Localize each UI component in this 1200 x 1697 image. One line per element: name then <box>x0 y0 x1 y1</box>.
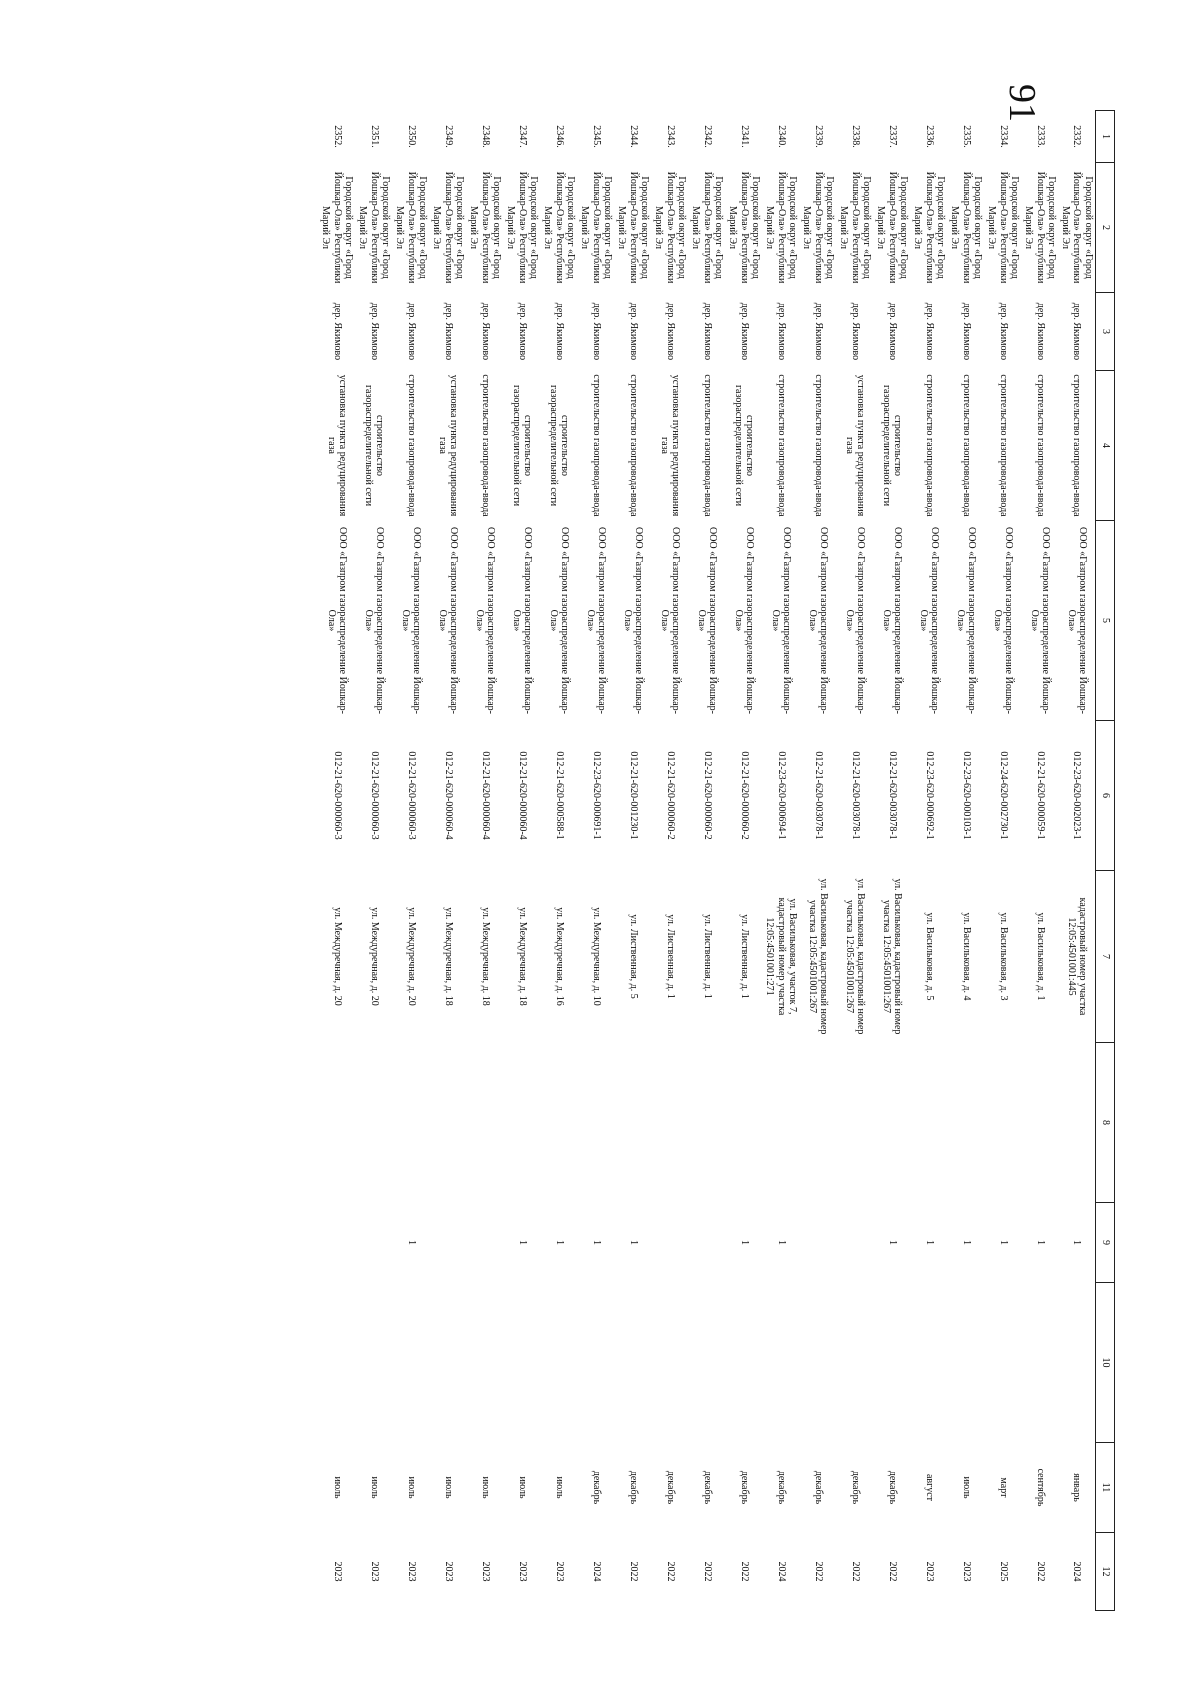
settlement-cell: дер. Якимово <box>812 302 824 361</box>
row-number: 2346. <box>553 125 565 148</box>
column-header: 10 <box>1096 1283 1115 1443</box>
table-row <box>652 111 689 1611</box>
col10-cell <box>911 1283 948 1443</box>
settlement-cell: дер. Якимово <box>997 302 1009 361</box>
organization-cell: ООО «Газпром газораспределение Йошкар-Ола» <box>474 526 497 715</box>
organization-cell: ООО «Газпром газораспределение Йошкар-Ола» <box>585 526 608 715</box>
work-type-cell: строительство газопровода-ввода <box>627 374 639 517</box>
municipality-cell: Городской округ «Город Йошкар-Ола» Республики Марий Эл <box>949 171 984 284</box>
month-cell: декабрь <box>738 1470 750 1505</box>
col8-cell <box>1022 1043 1059 1203</box>
row-number: 2345. <box>590 125 602 148</box>
row-number: 2347. <box>516 125 528 148</box>
address-cell: ул. Васильковая, д. 5 <box>923 912 935 1001</box>
municipality-cell: Городской округ «Город Йошкар-Ола» Республики Марий Эл <box>912 171 947 284</box>
month-cell: июль <box>960 1476 972 1499</box>
organization-cell: ООО «Газпром газораспределение Йошкар-Ола» <box>400 526 423 715</box>
address-cell: ул. Васильковая, д. 1 <box>1034 912 1046 1001</box>
col10-cell <box>1059 1283 1096 1443</box>
col8-cell <box>1059 1043 1096 1203</box>
municipality-cell: Городской округ «Город Йошкар-Ола» Республики Марий Эл <box>505 171 540 284</box>
object-code-cell: 012-23-620-000691-1 <box>590 751 602 840</box>
year-cell: 2024 <box>1071 1561 1083 1582</box>
column-header: 7 <box>1096 871 1115 1043</box>
work-type-cell: строительство газопровода-ввода <box>1071 374 1083 517</box>
row-number: 2339. <box>812 125 824 148</box>
settlement-cell: дер. Якимово <box>590 302 602 361</box>
row-number: 2335. <box>960 125 972 148</box>
address-cell: ул. Васильковая, участок 7, кадастровый номер участка 12:05:4501001:271 <box>764 897 799 1016</box>
settlement-cell: дер. Якимово <box>775 302 787 361</box>
col8-cell <box>467 1043 504 1203</box>
col9-count-cell <box>356 1203 393 1283</box>
object-code-cell: 012-23-620-002023-1 <box>1071 751 1083 840</box>
column-header: 9 <box>1096 1203 1115 1283</box>
work-type-cell: строительство газопровода-ввода <box>1034 374 1046 517</box>
row-number: 2340. <box>775 125 787 148</box>
municipality-cell: Городской округ «Город Йошкар-Ола» Республики Марий Эл <box>653 171 688 284</box>
month-cell: июль <box>368 1476 380 1499</box>
object-code-cell: 012-21-620-000060-2 <box>738 751 750 840</box>
col8-cell <box>356 1043 393 1203</box>
month-cell: июль <box>516 1476 528 1499</box>
month-cell: август <box>923 1473 935 1502</box>
col10-cell <box>467 1283 504 1443</box>
month-cell: январь <box>1071 1473 1083 1502</box>
table-row <box>911 111 948 1611</box>
address-cell: ул. Лиственная, д. 1 <box>664 914 676 999</box>
table-row <box>541 111 578 1611</box>
municipality-cell: Городской округ «Город Йошкар-Ола» Республики Марий Эл <box>838 171 873 284</box>
organization-cell: ООО «Газпром газораспределение Йошкар-Ола» <box>770 526 793 715</box>
month-cell: декабрь <box>812 1470 824 1505</box>
col8-cell <box>504 1043 541 1203</box>
municipality-cell: Городской округ «Город Йошкар-Ола» Республики Марий Эл <box>394 171 429 284</box>
month-cell: июль <box>405 1476 417 1499</box>
address-cell: ул. Васильковая, д. 4 <box>960 912 972 1001</box>
work-type-cell: строительство газопровода-ввода <box>997 374 1009 517</box>
municipality-cell: Городской округ «Город Йошкар-Ола» Республики Марий Эл <box>1060 171 1094 284</box>
organization-cell: ООО «Газпром газораспределение Йошкар-Ола» <box>918 526 941 715</box>
col10-cell <box>726 1283 763 1443</box>
column-header: 4 <box>1096 371 1115 521</box>
municipality-cell: Городской округ «Город Йошкар-Ола» Республики Марий Эл <box>986 171 1021 284</box>
settlement-cell: дер. Якимово <box>442 302 454 361</box>
row-number: 2333. <box>1034 125 1046 148</box>
settlement-cell: дер. Якимово <box>886 302 898 361</box>
object-code-cell: 012-21-620-000060-4 <box>516 751 528 840</box>
year-cell: 2025 <box>997 1561 1009 1582</box>
year-cell: 2022 <box>886 1561 898 1582</box>
col10-cell <box>430 1283 467 1443</box>
year-cell: 2022 <box>627 1561 639 1582</box>
col8-cell <box>874 1043 911 1203</box>
year-cell: 2023 <box>405 1561 417 1582</box>
col9-count-cell: 1 <box>775 1240 787 1245</box>
col8-cell <box>726 1043 763 1203</box>
address-cell: ул. Междуречная, д. 20 <box>368 907 380 1006</box>
col8-cell <box>689 1043 726 1203</box>
organization-cell: ООО «Газпром газораспределение Йошкар-Ола» <box>1029 526 1052 715</box>
month-cell: декабрь <box>664 1470 676 1505</box>
year-cell: 2023 <box>442 1561 454 1582</box>
address-cell: ул. Междуречная, д. 20 <box>405 907 417 1006</box>
settlement-cell: дер. Якимово <box>701 302 713 361</box>
month-cell: декабрь <box>849 1470 861 1505</box>
month-cell: декабрь <box>775 1470 787 1505</box>
month-cell: декабрь <box>886 1470 898 1505</box>
organization-cell: ООО «Газпром газораспределение Йошкар-Ола» <box>363 526 386 715</box>
municipality-cell: Городской округ «Город Йошкар-Ола» Республики Марий Эл <box>468 171 503 284</box>
work-type-cell: установка пункта редуцирования газа <box>326 374 349 517</box>
object-code-cell: 012-21-620-003078-1 <box>849 751 861 840</box>
settlement-cell: дер. Якимово <box>331 302 343 361</box>
settlement-cell: дер. Якимово <box>849 302 861 361</box>
table-row <box>948 111 985 1611</box>
settlement-cell: дер. Якимово <box>479 302 491 361</box>
col8-cell <box>911 1043 948 1203</box>
col10-cell <box>689 1283 726 1443</box>
row-number: 2352. <box>331 125 343 148</box>
organization-cell: ООО «Газпром газораспределение Йошкар-Ола» <box>1065 526 1089 715</box>
register-table <box>319 110 1116 1611</box>
row-number: 2349. <box>442 125 454 148</box>
organization-cell: ООО «Газпром газораспределение Йошкар-Ола» <box>807 526 830 715</box>
col9-count-cell <box>319 1203 356 1283</box>
work-type-cell: строительство газопровода-ввода <box>812 374 824 517</box>
row-number: 2343. <box>664 125 676 148</box>
municipality-cell: Городской округ «Город Йошкар-Ола» Республики Марий Эл <box>801 171 836 284</box>
table-row <box>393 111 430 1611</box>
col8-cell <box>615 1043 652 1203</box>
work-type-cell: строительство газораспределительной сети <box>363 384 386 507</box>
col10-cell <box>393 1283 430 1443</box>
organization-cell: ООО «Газпром газораспределение Йошкар-Ола» <box>733 526 756 715</box>
col8-cell <box>800 1043 837 1203</box>
col8-cell <box>430 1043 467 1203</box>
col9-count-cell <box>467 1203 504 1283</box>
col9-count-cell: 1 <box>516 1240 528 1245</box>
table-header <box>1096 111 1115 1611</box>
address-cell: ул. Васильковая, кадастровый номер участка 12:05:4501001:267 <box>844 878 867 1035</box>
row-number: 2351. <box>368 125 380 148</box>
column-header: 11 <box>1096 1443 1115 1533</box>
municipality-cell: Городской округ «Город Йошкар-Ола» Республики Марий Эл <box>727 171 762 284</box>
organization-cell: ООО «Газпром газораспределение Йошкар-Ола» <box>659 526 682 715</box>
work-type-cell: строительство газопровода-ввода <box>479 374 491 517</box>
organization-cell: ООО «Газпром газораспределение Йошкар-Ола» <box>511 526 534 715</box>
municipality-cell: Городской округ «Город Йошкар-Ола» Республики Марий Эл <box>542 171 577 284</box>
object-code-cell: 012-21-620-003078-1 <box>812 751 824 840</box>
organization-cell: ООО «Газпром газораспределение Йошкар-Ола» <box>437 526 460 715</box>
settlement-cell: дер. Якимово <box>627 302 639 361</box>
address-cell: ул. Междуречная, д. 18 <box>516 907 528 1006</box>
col8-cell <box>948 1043 985 1203</box>
rotated-table-wrapper <box>210 110 1115 1610</box>
year-cell: 2022 <box>738 1561 750 1582</box>
table-body <box>319 111 1096 1611</box>
object-code-cell: 012-21-620-000059-1 <box>1034 751 1046 840</box>
address-cell: ул. Лиственная, д. 1 <box>738 914 750 999</box>
row-number: 2350. <box>405 125 417 148</box>
year-cell: 2023 <box>516 1561 528 1582</box>
municipality-cell: Городской округ «Город Йошкар-Ола» Республики Марий Эл <box>357 171 392 284</box>
col10-cell <box>356 1283 393 1443</box>
year-cell: 2022 <box>849 1561 861 1582</box>
municipality-cell: Городской округ «Город Йошкар-Ола» Республики Марий Эл <box>431 171 466 284</box>
object-code-cell: 012-21-620-000060-3 <box>405 751 417 840</box>
settlement-cell: дер. Якимово <box>664 302 676 361</box>
col10-cell <box>615 1283 652 1443</box>
settlement-cell: дер. Якимово <box>368 302 380 361</box>
page-number: 91 <box>1001 84 1043 122</box>
object-code-cell: 012-21-620-000060-3 <box>368 751 380 840</box>
month-cell: декабрь <box>590 1470 602 1505</box>
object-code-cell: 012-23-620-000103-1 <box>960 751 972 840</box>
table-row <box>837 111 874 1611</box>
col10-cell <box>578 1283 615 1443</box>
organization-cell: ООО «Газпром газораспределение Йошкар-Ола» <box>881 526 904 715</box>
col9-count-cell <box>430 1203 467 1283</box>
address-cell: ул. Васильковая, кадастровый номер участка 12:05:4501001:267 <box>807 878 830 1035</box>
organization-cell: ООО «Газпром газораспределение Йошкар-Ола» <box>992 526 1015 715</box>
organization-cell: ООО «Газпром газораспределение Йошкар-Ола» <box>548 526 571 715</box>
settlement-cell: дер. Якимово <box>738 302 750 361</box>
month-cell: июль <box>331 1476 343 1499</box>
year-cell: 2022 <box>664 1561 676 1582</box>
col8-cell <box>393 1043 430 1203</box>
col8-cell <box>319 1043 356 1203</box>
col9-count-cell: 1 <box>738 1240 750 1245</box>
table-row <box>874 111 911 1611</box>
column-header: 1 <box>1096 111 1115 163</box>
col10-cell <box>948 1283 985 1443</box>
address-cell: ул. Междуречная, д. 16 <box>553 907 565 1006</box>
header-row <box>1096 111 1115 1611</box>
column-header: 12 <box>1096 1533 1115 1611</box>
work-type-cell: строительство газопровода-ввода <box>590 374 602 517</box>
table-row <box>615 111 652 1611</box>
table-row <box>430 111 467 1611</box>
municipality-cell: Городской округ «Город Йошкар-Ола» Республики Марий Эл <box>690 171 725 284</box>
work-type-cell: установка пункта редуцирования газа <box>437 374 460 517</box>
object-code-cell: 012-21-620-003078-1 <box>886 751 898 840</box>
work-type-cell: строительство газопровода-ввода <box>775 374 787 517</box>
object-code-cell: 012-23-620-000694-1 <box>775 751 787 840</box>
table-row <box>1059 111 1096 1611</box>
work-type-cell: строительство газораспределительной сети <box>881 384 904 507</box>
settlement-cell: дер. Якимово <box>553 302 565 361</box>
municipality-cell: Городской округ «Город Йошкар-Ола» Республики Марий Эл <box>764 171 799 284</box>
municipality-cell: Городской округ «Город Йошкар-Ола» Республики Марий Эл <box>579 171 614 284</box>
col9-count-cell: 1 <box>405 1240 417 1245</box>
col9-count-cell: 1 <box>960 1240 972 1245</box>
row-number: 2336. <box>923 125 935 148</box>
month-cell: март <box>997 1477 1009 1498</box>
row-number: 2344. <box>627 125 639 148</box>
col10-cell <box>800 1283 837 1443</box>
col9-count-cell: 1 <box>1034 1240 1046 1245</box>
year-cell: 2023 <box>960 1561 972 1582</box>
settlement-cell: дер. Якимово <box>1034 302 1046 361</box>
year-cell: 2023 <box>368 1561 380 1582</box>
object-code-cell: 012-21-620-000060-4 <box>442 751 454 840</box>
row-number: 2337. <box>886 125 898 148</box>
col9-count-cell <box>837 1203 874 1283</box>
month-cell: сентябрь <box>1034 1468 1046 1507</box>
year-cell: 2022 <box>701 1561 713 1582</box>
work-type-cell: строительство газопровода-ввода <box>923 374 935 517</box>
col9-count-cell: 1 <box>997 1240 1009 1245</box>
col10-cell <box>837 1283 874 1443</box>
col8-cell <box>837 1043 874 1203</box>
column-header: 5 <box>1096 521 1115 721</box>
work-type-cell: строительство газораспределительной сети <box>548 384 571 507</box>
year-cell: 2023 <box>479 1561 491 1582</box>
col9-count-cell: 1 <box>627 1240 639 1245</box>
col9-count-cell: 1 <box>923 1240 935 1245</box>
col9-count-cell: 1 <box>1071 1240 1083 1245</box>
object-code-cell: 012-21-620-001230-1 <box>627 751 639 840</box>
table-row <box>319 111 356 1611</box>
object-code-cell: 012-24-620-002730-1 <box>997 751 1009 840</box>
year-cell: 2024 <box>775 1561 787 1582</box>
object-code-cell: 012-21-620-000588-1 <box>553 751 565 840</box>
col9-count-cell: 1 <box>590 1240 602 1245</box>
address-cell: ул. Васильковая, д. 3 <box>997 912 1009 1001</box>
table-row <box>578 111 615 1611</box>
month-cell: декабрь <box>701 1470 713 1505</box>
col10-cell <box>874 1283 911 1443</box>
col10-cell <box>541 1283 578 1443</box>
col8-cell <box>763 1043 800 1203</box>
object-code-cell: 012-21-620-000060-3 <box>331 751 343 840</box>
row-number: 2341. <box>738 125 750 148</box>
municipality-cell: Городской округ «Город Йошкар-Ола» Республики Марий Эл <box>320 171 355 284</box>
work-type-cell: строительство газораспределительной сети <box>733 384 756 507</box>
month-cell: июль <box>442 1476 454 1499</box>
organization-cell: ООО «Газпром газораспределение Йошкар-Ола» <box>696 526 719 715</box>
work-type-cell: строительство газопровода-ввода <box>405 374 417 517</box>
table-row <box>726 111 763 1611</box>
address-cell: ул. Междуречная, д. 10 <box>590 907 602 1006</box>
col10-cell <box>1022 1283 1059 1443</box>
work-type-cell: строительство газопровода-ввода <box>960 374 972 517</box>
address-cell: ул. Васильковая, кадастровый номер участка 12:05:4501001:267 <box>881 878 904 1035</box>
col8-cell <box>652 1043 689 1203</box>
month-cell: июль <box>553 1476 565 1499</box>
col10-cell <box>652 1283 689 1443</box>
address-cell: ул. Лиственная, д. 5 <box>627 914 639 999</box>
work-type-cell: установка пункта редуцирования газа <box>659 374 682 517</box>
object-code-cell: 012-21-620-000060-4 <box>479 751 491 840</box>
organization-cell: ООО «Газпром газораспределение Йошкар-Ола» <box>326 526 349 715</box>
col9-count-cell: 1 <box>553 1240 565 1245</box>
table-row <box>356 111 393 1611</box>
table-row <box>985 111 1022 1611</box>
row-number: 2334. <box>997 125 1009 148</box>
table-row <box>504 111 541 1611</box>
col8-cell <box>985 1043 1022 1203</box>
table-row <box>1022 111 1059 1611</box>
col10-cell <box>319 1283 356 1443</box>
organization-cell: ООО «Газпром газораспределение Йошкар-Ола» <box>955 526 978 715</box>
address-cell: кадастровый номер участка 12:05:4501001:445 <box>1065 897 1089 1016</box>
column-header: 2 <box>1096 163 1115 293</box>
col9-count-cell <box>652 1203 689 1283</box>
month-cell: июль <box>479 1476 491 1499</box>
address-cell: ул. Междуречная, д. 18 <box>479 907 491 1006</box>
table-row <box>689 111 726 1611</box>
table-row <box>800 111 837 1611</box>
settlement-cell: дер. Якимово <box>405 302 417 361</box>
month-cell: декабрь <box>627 1470 639 1505</box>
col8-cell <box>541 1043 578 1203</box>
table-row <box>763 111 800 1611</box>
municipality-cell: Городской округ «Город Йошкар-Ола» Республики Марий Эл <box>616 171 651 284</box>
year-cell: 2023 <box>923 1561 935 1582</box>
year-cell: 2024 <box>590 1561 602 1582</box>
organization-cell: ООО «Газпром газораспределение Йошкар-Ола» <box>844 526 867 715</box>
address-cell: ул. Лиственная, д. 1 <box>701 914 713 999</box>
row-number: 2348. <box>479 125 491 148</box>
settlement-cell: дер. Якимово <box>516 302 528 361</box>
address-cell: ул. Междуречная, д. 20 <box>331 907 343 1006</box>
col10-cell <box>504 1283 541 1443</box>
col9-count-cell <box>800 1203 837 1283</box>
object-code-cell: 012-21-620-000060-2 <box>701 751 713 840</box>
organization-cell: ООО «Газпром газораспределение Йошкар-Ола» <box>622 526 645 715</box>
work-type-cell: установка пункта редуцирования газа <box>844 374 867 517</box>
table-row <box>467 111 504 1611</box>
object-code-cell: 012-21-620-000060-2 <box>664 751 676 840</box>
settlement-cell: дер. Якимово <box>1071 302 1083 361</box>
row-number: 2342. <box>701 125 713 148</box>
row-number: 2332. <box>1071 125 1083 148</box>
col8-cell <box>578 1043 615 1203</box>
column-header: 8 <box>1096 1043 1115 1203</box>
work-type-cell: строительство газопровода-ввода <box>701 374 713 517</box>
object-code-cell: 012-23-620-000692-1 <box>923 751 935 840</box>
year-cell: 2023 <box>331 1561 343 1582</box>
col10-cell <box>763 1283 800 1443</box>
address-cell: ул. Междуречная, д. 18 <box>442 907 454 1006</box>
municipality-cell: Городской округ «Город Йошкар-Ола» Республики Марий Эл <box>1023 171 1058 284</box>
municipality-cell: Городской округ «Город Йошкар-Ола» Республики Марий Эл <box>875 171 910 284</box>
work-type-cell: строительство газораспределительной сети <box>511 384 534 507</box>
column-header: 3 <box>1096 293 1115 371</box>
year-cell: 2023 <box>553 1561 565 1582</box>
settlement-cell: дер. Якимово <box>923 302 935 361</box>
col9-count-cell <box>689 1203 726 1283</box>
year-cell: 2022 <box>1034 1561 1046 1582</box>
col9-count-cell: 1 <box>886 1240 898 1245</box>
row-number: 2338. <box>849 125 861 148</box>
year-cell: 2022 <box>812 1561 824 1582</box>
column-header: 6 <box>1096 721 1115 871</box>
col10-cell <box>985 1283 1022 1443</box>
settlement-cell: дер. Якимово <box>960 302 972 361</box>
